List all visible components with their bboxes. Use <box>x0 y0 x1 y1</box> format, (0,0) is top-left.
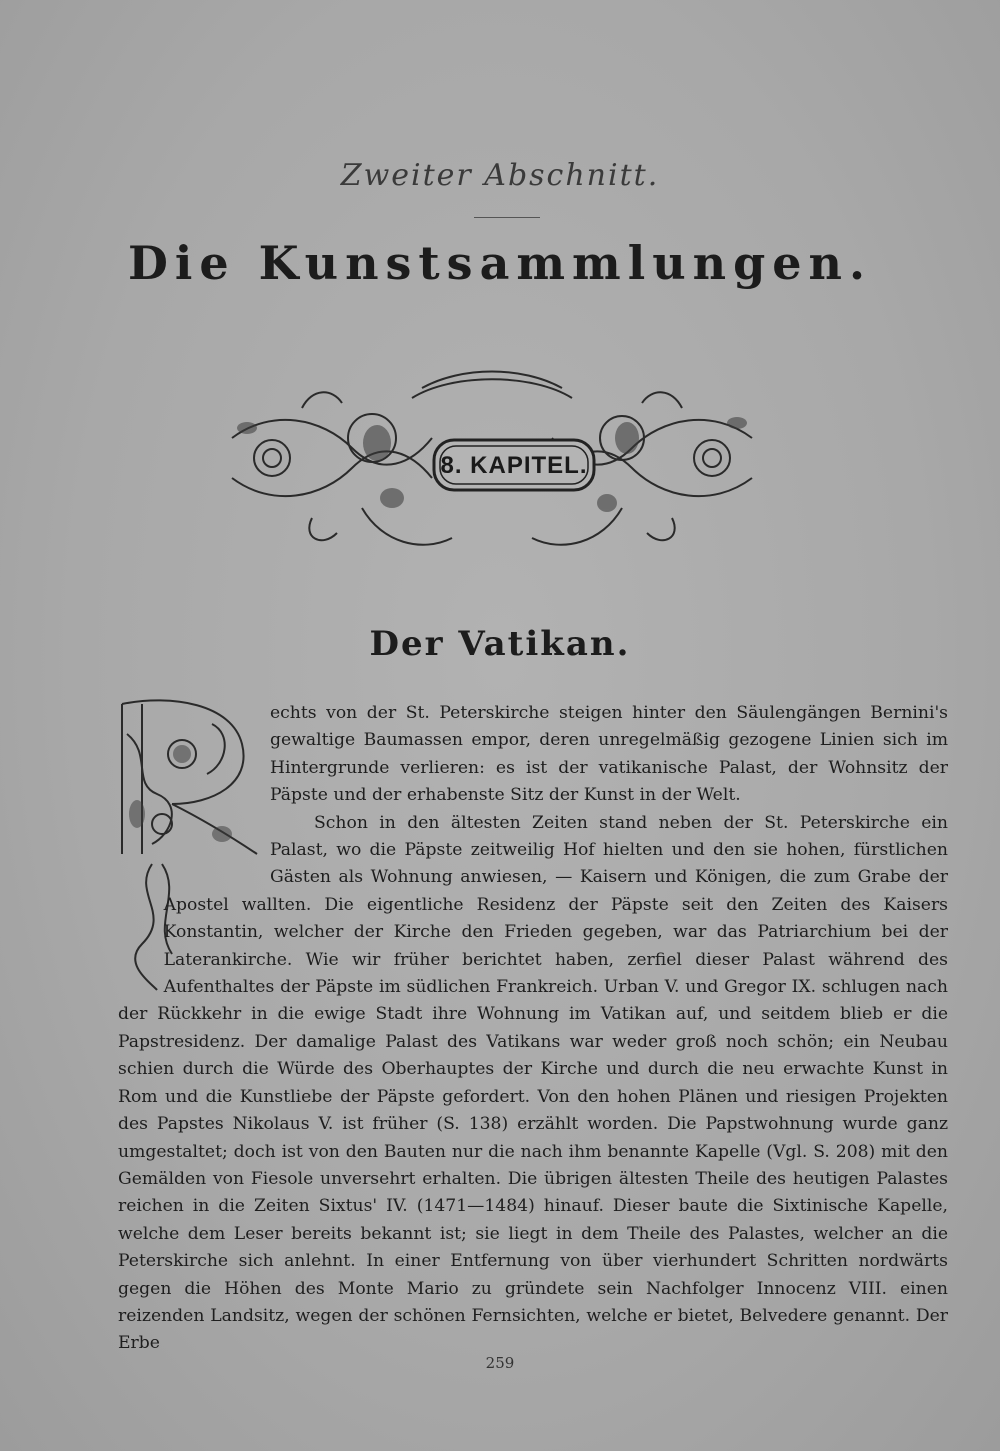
section-title: Zweiter Abschnitt. <box>340 158 660 193</box>
paragraph-1: echts von der St. Peterskirche steigen hinter den Säulengängen Bernini's gewaltige Baumassen empor, deren unregelmäßig gezogene Linien sich im Hintergrunde verlieren: es ist der vatikanische Palast, der Wohnsitz der Päpste und der erhabenste Sitz der Kunst in der Welt. <box>270 703 948 806</box>
chapter-heading: Der Vatikan. <box>369 624 631 664</box>
body-text <box>118 700 948 1358</box>
page-number: 259 <box>485 1354 515 1372</box>
paragraph-2: Schon in den ältesten Zeiten stand neben der St. Peterskirche ein Palast, wo die Päpste zeitweilig Hof hielten und den sie hohen, fürstlichen Gästen als Wohnung anwiesen, — Kaisern und Königen, die zum Grabe der Apostel wallten. Die eigentliche Residenz der Päpste seit den Zeiten des Kaisers Konstantin, welcher der Kirche den Frieden gegeben, war das Patriarchium bei der Laterankirche. Wie wir früher berichtet haben, zerfiel dieser Palast während des Aufenthaltes der Päpste im südlichen Frankreich. Urban V. und Gregor IX. schlugen nach der Rückkehr in die ewige Stadt ihre Wohnung im Vatikan auf, und seitdem blieb er die Papstresidenz. Der damalige Palast des Vatikans war weder groß noch schön; ein Neubau schien durch die Würde des Oberhauptes der Kirche und durch die neu erwachte Kunst in Rom und die Kunstliebe der Päpste gefordert. Von den hohen Plänen und riesigen Projekten des Papstes Nikolaus V. ist früher (S. 138) erzählt worden. Die Papstwohnung wurde ganz umgestaltet; doch ist von den Bauten nur die nach ihm benannte Kapelle (Vgl. S. 208) mit den Gemälden von Fiesole unversehrt erhalten. Die übrigen ältesten Theile des heutigen Palastes reichen in die Zeiten Sixtus' IV. (1471—1484) hinauf. Dieser baute die Sixtinische Kapelle, welche dem Leser bereits bekannt ist; sie liegt in dem Theile des Palastes, welcher an die Peterskirche sich anlehnt. In einer Entfernung von über vierhundert Schritten nordwärts gegen die Höhen des Monte Mario zu gründete sein Nachfolger Innocenz VIII. einen reizenden Landsitz, wegen der schönen Fernsichten, welche er bietet, Belvedere genannt. Der Erbe <box>118 812 948 1354</box>
title-divider <box>474 217 540 218</box>
chapter-label: 8. KAPITEL. <box>440 452 588 479</box>
main-title: Die Kunstsammlungen. <box>128 236 872 290</box>
